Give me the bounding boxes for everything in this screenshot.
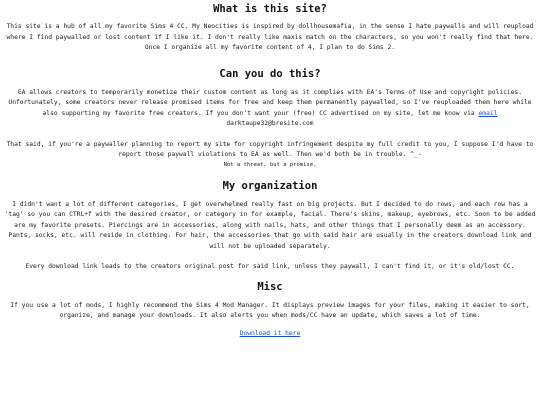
section-title-about: What is this site? — [213, 3, 327, 15]
org-paragraph-1: I didn't want a lot of different categories, I get overwhelmed really fast on big projects. But I decided to do rows, and each row has a 'tag' so you can CTRL+f with the desired creator, or category in for example, facial. There's skins, makeup, eyebrows, etc. Soon to be added are my favorite presets. Piercings are in accessories, along with nails, hats, and other things that I personally deem as an accessory. Pants, socks, etc. will reside in clothing. For hair, the accessories that go with said hair are usually in the creators download link and will not be uploaded separately. — [4, 200, 536, 250]
email-address: darktaupe32@bresite.com — [226, 120, 314, 127]
section-title-can-you-do-this: Can you do this? — [219, 67, 321, 80]
section-title-my-organization: My organization — [222, 179, 318, 192]
about-paragraph: This site is a hub of all my favorite Sims 4 CC. My Neocities is inspired by dollhousemafia, in the sense I hate paywalls and will reupload where I find paywalled or lost content if I like it. I don't really like maxis match on the characters, so you won't really find that here. Once I organize all my favorite content of 4, I plan to do Sims 2. — [6, 23, 534, 51]
can-paragraph-1 — [4, 88, 536, 130]
can-paragraph-2: That said, if you're a paywaller planning to report my site for copyright infringement despite my full credit to you, I suppose I'd have to report those paywall violations to EA as well. Then we'd both be in trouble. ^_- — [6, 140, 534, 158]
can-paragraph-1-text: EA allows creators to temporarily monetize their custom content as long as it complies with EA's Terms of Use and copyright policies. Unfortunately, some creators never release promised items for free and keep them permanently paywalled, so I've reuploaded them here while also supporting my favorite free creators. If you don't want your (free) CC advertised on my site, let me know via — [8, 88, 532, 117]
can-paragraph-2-small: Not a threat, but a promise. — [223, 161, 317, 168]
misc-paragraph: If you use a lot of mods, I highly recommend the Sims 4 Mod Manager. It displays preview images for your files, making it easier to sort, organize, and manage your downloads. It also alerts you when mods/CC have an update, which saves a lot of time. — [10, 301, 530, 319]
org-paragraph-2: Every download link leads to the creators original post for said link, unless they paywall, I can't find it, or it's old/lost CC. — [25, 263, 515, 270]
section-title-misc: Misc — [257, 280, 283, 293]
download-link[interactable]: Download it here — [239, 329, 301, 337]
email-link[interactable]: email — [478, 109, 498, 117]
